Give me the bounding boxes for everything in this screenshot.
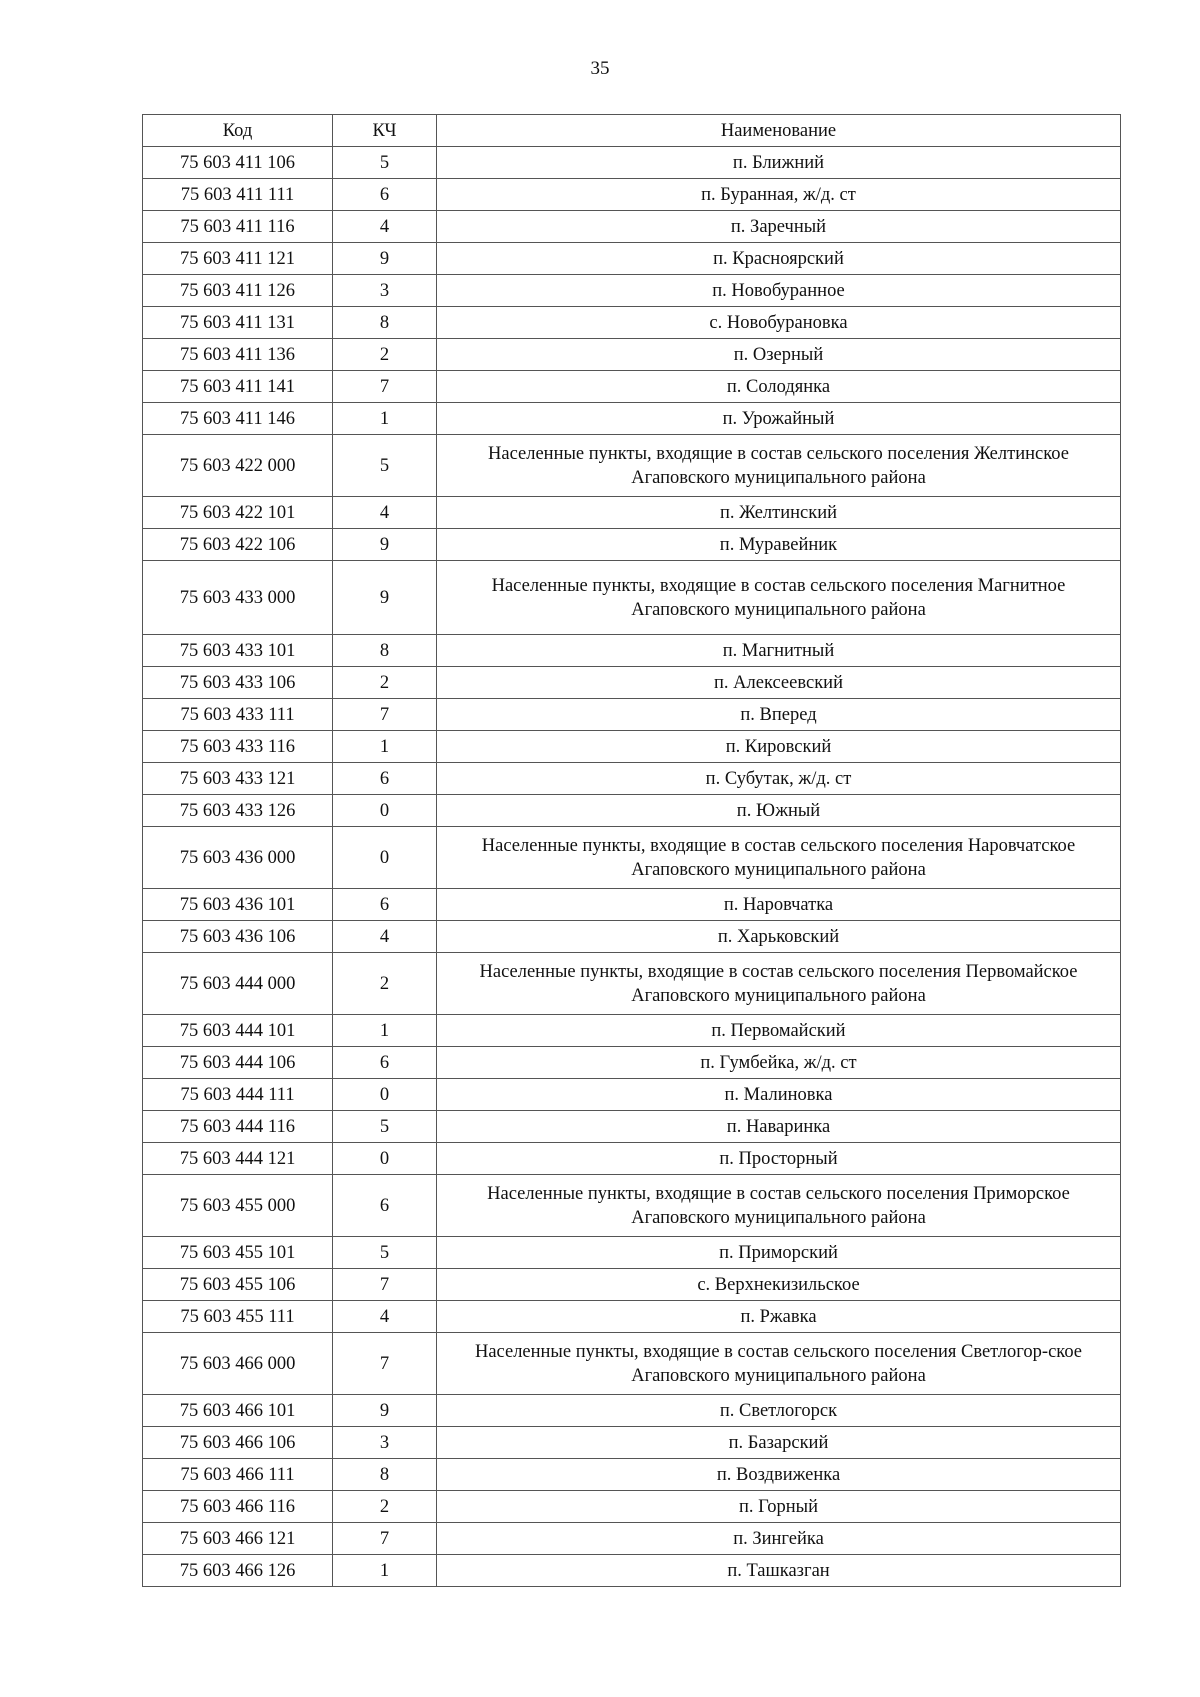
cell-code: 75 603 436 000 — [143, 827, 333, 889]
cell-kch: 6 — [333, 763, 437, 795]
cell-code: 75 603 455 000 — [143, 1175, 333, 1237]
table-row — [143, 243, 1121, 275]
cell-kch: 7 — [333, 1269, 437, 1301]
table-row — [143, 1301, 1121, 1333]
cell-kch: 5 — [333, 435, 437, 497]
cell-code: 75 603 436 101 — [143, 889, 333, 921]
table-row — [143, 497, 1121, 529]
cell-name: п. Просторный — [437, 1143, 1121, 1175]
table-row — [143, 339, 1121, 371]
table-row — [143, 1395, 1121, 1427]
cell-kch: 3 — [333, 275, 437, 307]
cell-name: п. Урожайный — [437, 403, 1121, 435]
table-row — [143, 1047, 1121, 1079]
table-row — [143, 1269, 1121, 1301]
cell-name: п. Гумбейка, ж/д. ст — [437, 1047, 1121, 1079]
table-row — [143, 1523, 1121, 1555]
table-row — [143, 731, 1121, 763]
okato-table — [142, 114, 1121, 1587]
cell-name: п. Ближний — [437, 147, 1121, 179]
cell-kch: 4 — [333, 497, 437, 529]
cell-kch: 1 — [333, 1015, 437, 1047]
cell-kch: 5 — [333, 1237, 437, 1269]
cell-name: п. Южный — [437, 795, 1121, 827]
cell-kch: 1 — [333, 731, 437, 763]
cell-code: 75 603 444 111 — [143, 1079, 333, 1111]
cell-name: Населенные пункты, входящие в состав сельского поселения Наровчатское Агаповского муниципального района — [437, 827, 1121, 889]
cell-name: п. Ржавка — [437, 1301, 1121, 1333]
cell-name: Населенные пункты, входящие в состав сельского поселения Светлогор-ское Агаповского муниципального района — [437, 1333, 1121, 1395]
cell-code: 75 603 411 131 — [143, 307, 333, 339]
table-row-settlement-group — [143, 953, 1121, 1015]
cell-name: п. Магнитный — [437, 635, 1121, 667]
table-row — [143, 635, 1121, 667]
cell-code: 75 603 444 000 — [143, 953, 333, 1015]
cell-code: 75 603 444 116 — [143, 1111, 333, 1143]
table-row — [143, 699, 1121, 731]
cell-code: 75 603 455 111 — [143, 1301, 333, 1333]
table-row — [143, 307, 1121, 339]
cell-name: Населенные пункты, входящие в состав сельского поселения Приморское Агаповского муниципального района — [437, 1175, 1121, 1237]
cell-kch: 2 — [333, 339, 437, 371]
cell-code: 75 603 444 101 — [143, 1015, 333, 1047]
table-row-settlement-group — [143, 1333, 1121, 1395]
cell-kch: 7 — [333, 1333, 437, 1395]
table-row — [143, 763, 1121, 795]
cell-code: 75 603 436 106 — [143, 921, 333, 953]
cell-kch: 9 — [333, 529, 437, 561]
cell-code: 75 603 433 101 — [143, 635, 333, 667]
table-row — [143, 1459, 1121, 1491]
cell-name: п. Вперед — [437, 699, 1121, 731]
cell-name: п. Муравейник — [437, 529, 1121, 561]
cell-kch: 1 — [333, 403, 437, 435]
cell-name: п. Харьковский — [437, 921, 1121, 953]
header-name: Наименование — [437, 115, 1121, 147]
table-row — [143, 275, 1121, 307]
table-row — [143, 921, 1121, 953]
cell-name: п. Приморский — [437, 1237, 1121, 1269]
cell-code: 75 603 411 111 — [143, 179, 333, 211]
cell-code: 75 603 466 121 — [143, 1523, 333, 1555]
cell-kch: 4 — [333, 211, 437, 243]
cell-code: 75 603 466 126 — [143, 1555, 333, 1587]
cell-code: 75 603 433 000 — [143, 561, 333, 635]
cell-kch: 2 — [333, 667, 437, 699]
cell-code: 75 603 444 106 — [143, 1047, 333, 1079]
cell-code: 75 603 411 141 — [143, 371, 333, 403]
cell-code: 75 603 411 136 — [143, 339, 333, 371]
table-row-settlement-group — [143, 827, 1121, 889]
cell-code: 75 603 411 106 — [143, 147, 333, 179]
table-row — [143, 1111, 1121, 1143]
cell-kch: 9 — [333, 561, 437, 635]
cell-kch: 0 — [333, 1143, 437, 1175]
cell-name: с. Верхнекизильское — [437, 1269, 1121, 1301]
cell-code: 75 603 433 111 — [143, 699, 333, 731]
cell-kch: 8 — [333, 635, 437, 667]
table-row — [143, 371, 1121, 403]
cell-code: 75 603 433 126 — [143, 795, 333, 827]
cell-kch: 0 — [333, 1079, 437, 1111]
table-row-settlement-group — [143, 1175, 1121, 1237]
table-row — [143, 889, 1121, 921]
table-row — [143, 1143, 1121, 1175]
cell-kch: 7 — [333, 699, 437, 731]
cell-kch: 6 — [333, 1047, 437, 1079]
cell-name: п. Озерный — [437, 339, 1121, 371]
cell-name: п. Зингейка — [437, 1523, 1121, 1555]
cell-kch: 7 — [333, 1523, 437, 1555]
table-row — [143, 667, 1121, 699]
cell-name: п. Кировский — [437, 731, 1121, 763]
cell-name: п. Красноярский — [437, 243, 1121, 275]
cell-code: 75 603 411 121 — [143, 243, 333, 275]
cell-code: 75 603 411 116 — [143, 211, 333, 243]
cell-name: п. Малиновка — [437, 1079, 1121, 1111]
cell-name: Населенные пункты, входящие в состав сельского поселения Желтинское Агаповского муниципального района — [437, 435, 1121, 497]
cell-code: 75 603 411 146 — [143, 403, 333, 435]
cell-code: 75 603 433 106 — [143, 667, 333, 699]
cell-kch: 9 — [333, 243, 437, 275]
cell-kch: 4 — [333, 1301, 437, 1333]
cell-kch: 1 — [333, 1555, 437, 1587]
page-number: 35 — [590, 58, 610, 79]
cell-code: 75 603 433 121 — [143, 763, 333, 795]
table-row — [143, 795, 1121, 827]
cell-kch: 2 — [333, 953, 437, 1015]
cell-name: п. Светлогорск — [437, 1395, 1121, 1427]
cell-name: п. Наваринка — [437, 1111, 1121, 1143]
cell-kch: 0 — [333, 827, 437, 889]
table-row — [143, 1015, 1121, 1047]
cell-name: п. Субутак, ж/д. ст — [437, 763, 1121, 795]
cell-name: п. Базарский — [437, 1427, 1121, 1459]
cell-kch: 2 — [333, 1491, 437, 1523]
cell-code: 75 603 466 101 — [143, 1395, 333, 1427]
cell-code: 75 603 422 000 — [143, 435, 333, 497]
table-row — [143, 1491, 1121, 1523]
cell-code: 75 603 422 101 — [143, 497, 333, 529]
table-row — [143, 1555, 1121, 1587]
cell-name: п. Горный — [437, 1491, 1121, 1523]
cell-kch: 8 — [333, 307, 437, 339]
cell-code: 75 603 466 116 — [143, 1491, 333, 1523]
cell-name: п. Солодянка — [437, 371, 1121, 403]
cell-name: п. Первомайский — [437, 1015, 1121, 1047]
cell-code: 75 603 455 101 — [143, 1237, 333, 1269]
table-row-settlement-group — [143, 561, 1121, 635]
cell-name: с. Новобурановка — [437, 307, 1121, 339]
cell-name: п. Желтинский — [437, 497, 1121, 529]
cell-kch: 6 — [333, 1175, 437, 1237]
table-row — [143, 147, 1121, 179]
cell-name: Населенные пункты, входящие в состав сельского поселения Магнитное Агаповского муниципального района — [437, 561, 1121, 635]
cell-kch: 0 — [333, 795, 437, 827]
table-row — [143, 1237, 1121, 1269]
cell-name: п. Новобуранное — [437, 275, 1121, 307]
cell-name: п. Алексеевский — [437, 667, 1121, 699]
header-code: Код — [143, 115, 333, 147]
table-row — [143, 403, 1121, 435]
cell-kch: 5 — [333, 1111, 437, 1143]
table-row-settlement-group — [143, 435, 1121, 497]
cell-code: 75 603 455 106 — [143, 1269, 333, 1301]
cell-name: п. Буранная, ж/д. ст — [437, 179, 1121, 211]
cell-code: 75 603 444 121 — [143, 1143, 333, 1175]
table-row — [143, 211, 1121, 243]
cell-kch: 3 — [333, 1427, 437, 1459]
header-kch: КЧ — [333, 115, 437, 147]
cell-kch: 6 — [333, 179, 437, 211]
cell-kch: 8 — [333, 1459, 437, 1491]
cell-kch: 9 — [333, 1395, 437, 1427]
cell-kch: 7 — [333, 371, 437, 403]
cell-code: 75 603 466 000 — [143, 1333, 333, 1395]
cell-name: п. Воздвиженка — [437, 1459, 1121, 1491]
cell-kch: 4 — [333, 921, 437, 953]
cell-code: 75 603 411 126 — [143, 275, 333, 307]
cell-name: Населенные пункты, входящие в состав сельского поселения Первомайское Агаповского муниципального района — [437, 953, 1121, 1015]
cell-code: 75 603 433 116 — [143, 731, 333, 763]
table-row — [143, 529, 1121, 561]
table-row — [143, 1427, 1121, 1459]
cell-code: 75 603 422 106 — [143, 529, 333, 561]
table-header-row — [143, 115, 1121, 147]
cell-code: 75 603 466 106 — [143, 1427, 333, 1459]
cell-kch: 6 — [333, 889, 437, 921]
cell-kch: 5 — [333, 147, 437, 179]
table-row — [143, 179, 1121, 211]
cell-code: 75 603 466 111 — [143, 1459, 333, 1491]
table-row — [143, 1079, 1121, 1111]
cell-name: п. Наровчатка — [437, 889, 1121, 921]
cell-name: п. Ташказган — [437, 1555, 1121, 1587]
cell-name: п. Заречный — [437, 211, 1121, 243]
